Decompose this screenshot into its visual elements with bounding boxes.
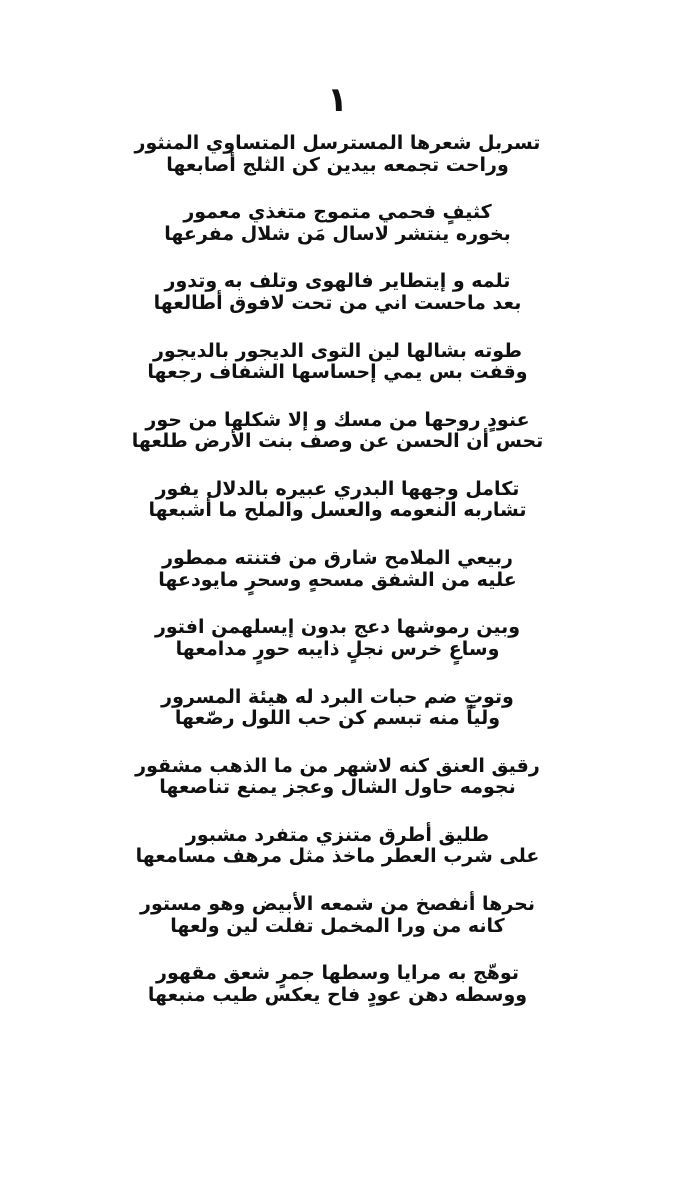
verse-line: وبين رموشها دعج بدون إيسلهمن افتور xyxy=(154,616,521,639)
verse-line: عليه من الشفق مسحهٍ وسحرٍ مايودعها xyxy=(158,568,517,591)
verse-line: وراحت تجمعه بيدين كن الثلج أصابعها xyxy=(166,153,509,176)
verse-line: تشاربه النعومه والعسل والملح ما أشبعها xyxy=(148,499,527,522)
verse-line: تكامل وجهها البدري عبيره بالدلال يفور xyxy=(155,477,520,500)
verse-line: نحرها أنفصخ من شمعه الأبيض وهو مستور xyxy=(140,893,535,916)
verse-line: طليق أطرق متنزي متفرد مشبور xyxy=(185,823,490,846)
verse-line: وتوتٍ ضم حبات البرد له هيئة المسرور xyxy=(161,685,514,708)
verse-line: عنودٍ روحها من مسك و إلا شكلها من حور xyxy=(145,408,530,431)
stanza xyxy=(100,202,575,245)
verse-line: بعد ماحست اني من تحت لافوق أطالعها xyxy=(153,291,522,314)
verse-line: كثيفٍ فحمي متموج متغذي معمور xyxy=(183,201,492,224)
verse-line: نجومه حاول الشال وعجز يمنع تناصعها xyxy=(159,776,516,799)
stanza xyxy=(100,825,575,868)
verse-line: ووسطه دهن عودٍ فاح يعكس طيب منبعها xyxy=(147,983,528,1006)
stanza xyxy=(100,479,575,522)
stanza xyxy=(100,410,575,453)
verse-line: تلمه و إيتطاير فالهوى وتلف به وتدور xyxy=(164,270,511,293)
stanza xyxy=(100,548,575,591)
verse-line: طوته بشالها لين التوى الديجور بالديجور xyxy=(152,339,523,362)
poem-body xyxy=(100,133,575,1032)
stanza xyxy=(100,617,575,660)
verse-line: تسربل شعرها المسترسل المتساوي المنثور xyxy=(134,132,541,154)
stanza xyxy=(100,271,575,314)
verse-line: تحس أن الحسن عن وصف بنت الأرض طلعها xyxy=(131,430,544,453)
poem-number: ١ xyxy=(327,80,348,120)
stanza xyxy=(100,133,575,176)
stanza xyxy=(100,341,575,384)
stanza xyxy=(100,963,575,1006)
verse-line: وقفت بس يمي إحساسها الشفاف رجعها xyxy=(147,361,528,384)
verse-line: وساعٍ خرس نجلٍ ذايبه حورٍ مدامعها xyxy=(175,637,500,660)
verse-line: على شرب العطر ماخذ مثل مرهف مسامعها xyxy=(135,845,540,868)
verse-line: ربيعي الملامح شارق من فتنته ممطور xyxy=(162,547,513,570)
stanza xyxy=(100,756,575,799)
stanza xyxy=(100,894,575,937)
verse-line: كانه من ورا المخمل تفلت لين ولعها xyxy=(170,914,505,937)
verse-line: توهّج به مرايا وسطها جمرٍ شعق مقهور xyxy=(156,962,519,985)
stanza xyxy=(100,687,575,730)
verse-line: رقيق العنق كنه لاشهر من ما الذهب مشقور xyxy=(135,754,540,777)
verse-line: بخوره ينتشر لاسال مَن شلال مفرعها xyxy=(164,222,511,245)
verse-line: ولياً منه تبسم كن حب اللول رصّعها xyxy=(174,707,501,729)
